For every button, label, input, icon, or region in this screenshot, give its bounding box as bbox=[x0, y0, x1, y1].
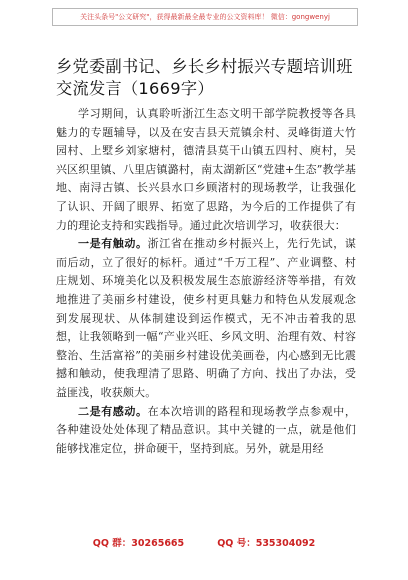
paragraph-text: 学习期间，认真聆听浙江生态文明干部学院教授等各具魅力的专题辅导，以及在安吉县天荒镇余村、灵峰街道大竹园村、上墅乡刘家塘村，德清县莫干山镇五四村、庾村，吴兴区织里镇、八里店镇潞村，南太湖新区“党建+生态”教学基地、南浔古镇、长兴县水口乡顾渚村的现场教学，让我强化了认识、开阔了眼界、拓宽了思路，为今后的工作提供了有力的理论支持和实践指导。通过此次培训学习，收获很大： bbox=[56, 107, 356, 232]
document-title: 乡党委副书记、乡长乡村振兴专题培训班交流发言（1669字） bbox=[56, 57, 353, 98]
qq-value: 535304092 bbox=[255, 538, 316, 549]
document-body bbox=[56, 105, 356, 458]
paragraph-text: 浙江省在推动乡村振兴上，先行先试，谋而后动，立了很好的标杆。通过“千万工程”、产业调整、村庄规划、环境美化以及积极发展生态旅游经济等举措，有效地推进了美丽乡村建设，使乡村更具魅力和特色从发展观念到发展现状、从体制建设到运作模式，无不冲击着我的思想，让我领略到一幅“产业兴旺、乡风文明、治理有效、村容整治、生活富裕”的美丽乡村建设优美画卷，内心感到无比震撼和触动，使我理清了思路、明确了方向、找出了办法，受益匪浅，收获颇大。 bbox=[56, 237, 357, 399]
paragraph bbox=[56, 105, 356, 235]
paragraph bbox=[56, 235, 356, 402]
qq-group-label: QQ 群： bbox=[92, 538, 132, 549]
qq-label: QQ 号： bbox=[217, 538, 256, 549]
paragraph-lead: 一是有触动。 bbox=[78, 237, 148, 251]
paragraph-lead: 二是有感动。 bbox=[78, 404, 148, 418]
paragraph bbox=[56, 403, 356, 459]
footer-contact bbox=[0, 535, 408, 549]
paragraph-text: 在本次培训的路程和现场教学点参观中，各种建设处处体现了精品意识。其中关键的一点，就是他们能够找准定位，拼命硬干，坚持到底。另外，就是用经 bbox=[56, 404, 357, 455]
qq-group-value: 30265665 bbox=[131, 538, 185, 549]
banner-text: 关注头条号"公文研究"，获得最新最全最专业的公文资料库！ 微信：gongwenyj bbox=[80, 13, 330, 21]
header-banner bbox=[52, 8, 358, 26]
